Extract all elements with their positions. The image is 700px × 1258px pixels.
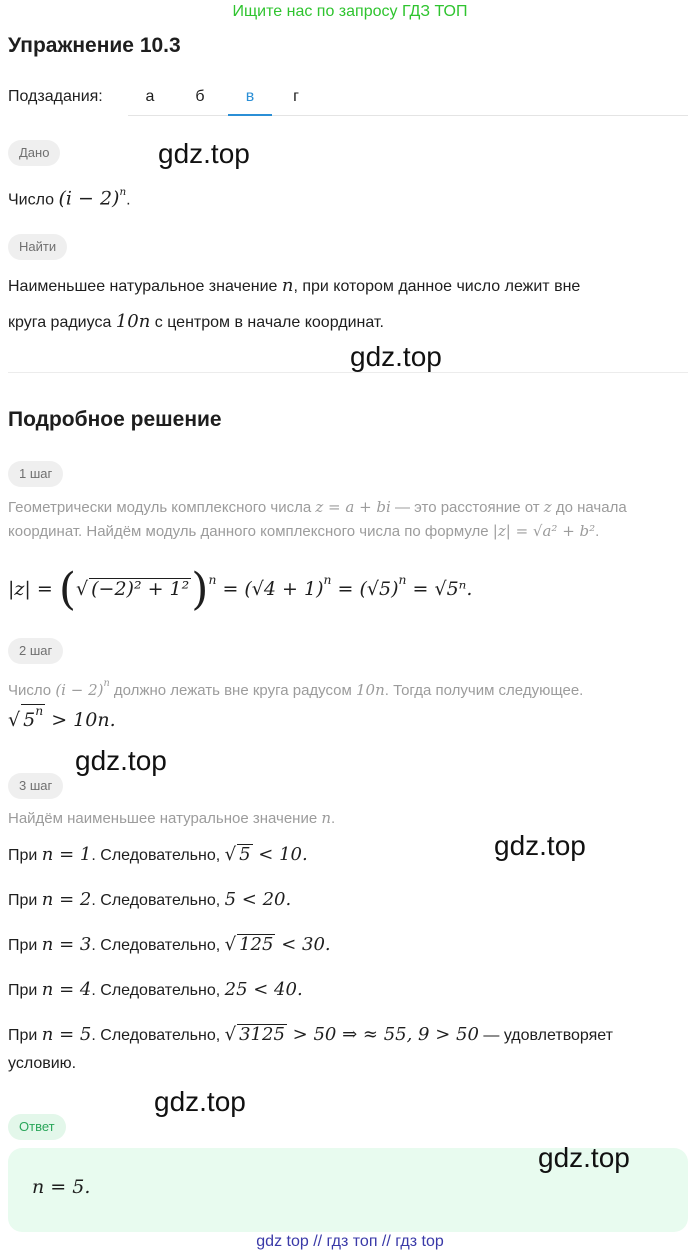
step2-text-b: должно лежать вне круга радусом	[113, 681, 352, 699]
tab-g[interactable]: г	[293, 88, 299, 105]
find-line-1	[8, 268, 580, 305]
case-5-line-2	[8, 1026, 76, 1082]
find-line1-suffix: , при котором данное число лежит вне	[293, 278, 581, 295]
case3-rest: < 30.	[281, 934, 331, 955]
formula-part-3: = (√5)	[337, 578, 399, 601]
top-search-link[interactable]: Ищите нас по запросу ГДЗ ТОП	[232, 3, 468, 20]
section-divider	[8, 372, 688, 373]
step1-text-a: Геометрически модуль комплексного числа	[8, 499, 312, 516]
formula-part-4: = √5ⁿ.	[412, 578, 473, 601]
find-radius-expr: 10n	[115, 311, 151, 332]
case5-n: n = 5	[41, 1024, 92, 1045]
find-line2-prefix: круга радиуса	[8, 314, 112, 331]
find-line-2	[8, 304, 384, 341]
case5-root: 3125	[239, 1024, 285, 1045]
step3-intro-text: Найдём наименьшее натуральное значение	[8, 810, 318, 827]
case2-rest: 5 < 20.	[224, 889, 292, 910]
step2-text-a: Число	[8, 681, 52, 699]
formula-inner-root: (−2)² + 1²	[91, 578, 190, 601]
find-line1-prefix: Наименьшее натуральное значение	[8, 278, 278, 295]
case3-n: n = 3	[41, 934, 92, 955]
formula-power-1: n	[208, 573, 217, 587]
formula-power-2: n	[323, 573, 332, 587]
case3-sled: . Следовательно,	[91, 937, 221, 954]
solution-title: Подробное решение	[8, 408, 222, 431]
watermark: gdz.top	[538, 1142, 630, 1173]
case-2	[8, 882, 291, 919]
case5-pri: При	[8, 1027, 38, 1044]
tab-v[interactable]: в	[228, 88, 272, 116]
watermark: gdz.top	[75, 745, 167, 776]
case-5: При n = 5. Следовательно, √ 3125 > 50 ⇒ ≈ 55, 9 > 50 — удовлетворяет	[8, 1024, 613, 1045]
step1-line2-end: .	[595, 523, 600, 540]
step1-modulus-formula: |z| = √a² + b²	[492, 522, 596, 540]
watermark: gdz.top	[158, 138, 250, 169]
watermark: gdz.top	[154, 1086, 246, 1117]
case5-rest: > 50 ⇒ ≈ 55, 9 > 50	[292, 1024, 479, 1045]
step2-root: 5	[23, 709, 36, 731]
step2-ineq-rest: > 10n.	[51, 709, 116, 731]
step3-intro-end: .	[331, 810, 336, 827]
tab-a[interactable]: а	[145, 88, 155, 105]
case3-root: 125	[239, 934, 274, 955]
formula-lhs: |z| =	[8, 578, 53, 601]
case4-pri: При	[8, 982, 38, 999]
step2-root-power: n	[35, 703, 44, 718]
step3-badge: 3 шаг	[8, 773, 63, 799]
page-title: Упражнение 10.3	[8, 34, 181, 57]
step3-intro-var: n	[321, 809, 332, 827]
footer-links[interactable]: gdz top // гдз топ // гдз top	[256, 1233, 444, 1250]
step3-intro	[8, 806, 335, 831]
step1-text-b: — это расстояние от	[395, 499, 540, 516]
find-line2-suffix: с центром в начале координат.	[154, 314, 384, 331]
case4-n: n = 4	[41, 979, 92, 1000]
given-power: n	[119, 186, 127, 198]
subtasks-tabs	[128, 80, 688, 116]
find-badge: Найти	[8, 234, 67, 260]
step2-expr: (i − 2)	[55, 680, 104, 699]
step2-inequality: √ 5$^n$ > 10n.	[8, 703, 116, 731]
given-prefix: Число	[8, 191, 55, 209]
case-4	[8, 972, 303, 1009]
case1-pri: При	[8, 847, 38, 864]
case1-root: 5	[239, 844, 251, 865]
case2-sled: . Следовательно,	[91, 892, 221, 909]
given-text	[8, 174, 131, 218]
step2-radius: 10n	[356, 680, 385, 699]
case4-sled: . Следовательно,	[91, 982, 221, 999]
case3-pri: При	[8, 937, 38, 954]
step1-line-2	[8, 519, 599, 544]
case1-rest: < 10.	[258, 844, 308, 865]
case-3: При n = 3. Следовательно, √ 125 < 30.	[8, 934, 331, 955]
step1-formula: |z| = (√ $(-2)^2 + 1^2)^n = (√4 + 1)^n = (√5)^n = √5^n$.	[8, 564, 473, 616]
case1-sled: . Следовательно,	[91, 847, 221, 864]
step2-text-c: . Тогда получим следующее.	[384, 681, 584, 699]
given-expr: (i − 2)	[58, 187, 120, 210]
find-var-n: n	[281, 275, 294, 296]
case-1: При n = 1. Следовательно, √ 5 < 10.	[8, 844, 308, 865]
given-badge: Дано	[8, 140, 60, 166]
step2-power: n	[103, 678, 110, 689]
watermark: gdz.top	[350, 341, 442, 372]
tab-b[interactable]: б	[195, 88, 205, 105]
case4-rest: 25 < 40.	[224, 979, 303, 1000]
case1-n: n = 1	[41, 844, 92, 865]
step2-text	[8, 672, 583, 703]
given-suffix: .	[126, 191, 131, 209]
case2-n: n = 2	[41, 889, 92, 910]
answer-badge: Ответ	[8, 1114, 66, 1140]
step1-text-c: до начала	[555, 499, 627, 516]
case5-line2: условию.	[8, 1055, 77, 1072]
case5-sled: . Следовательно,	[91, 1027, 221, 1044]
step1-expr-z: z = a + bi	[315, 498, 391, 516]
case2-pri: При	[8, 892, 38, 909]
formula-part-2: = (√4 + 1)	[222, 578, 324, 601]
watermark: gdz.top	[494, 830, 586, 861]
step1-line-1	[8, 495, 627, 520]
answer-value: n = 5.	[32, 1176, 91, 1198]
step1-badge: 1 шаг	[8, 461, 63, 487]
case5-tail: — удовлетворяет	[483, 1027, 613, 1044]
subtasks-label: Подзадания:	[8, 88, 103, 105]
step1-text-d: координат. Найдём модуль данного комплексного числа по формуле	[8, 523, 489, 540]
step1-z: z	[543, 498, 552, 516]
formula-power-3: n	[398, 573, 407, 587]
step2-badge: 2 шаг	[8, 638, 63, 664]
